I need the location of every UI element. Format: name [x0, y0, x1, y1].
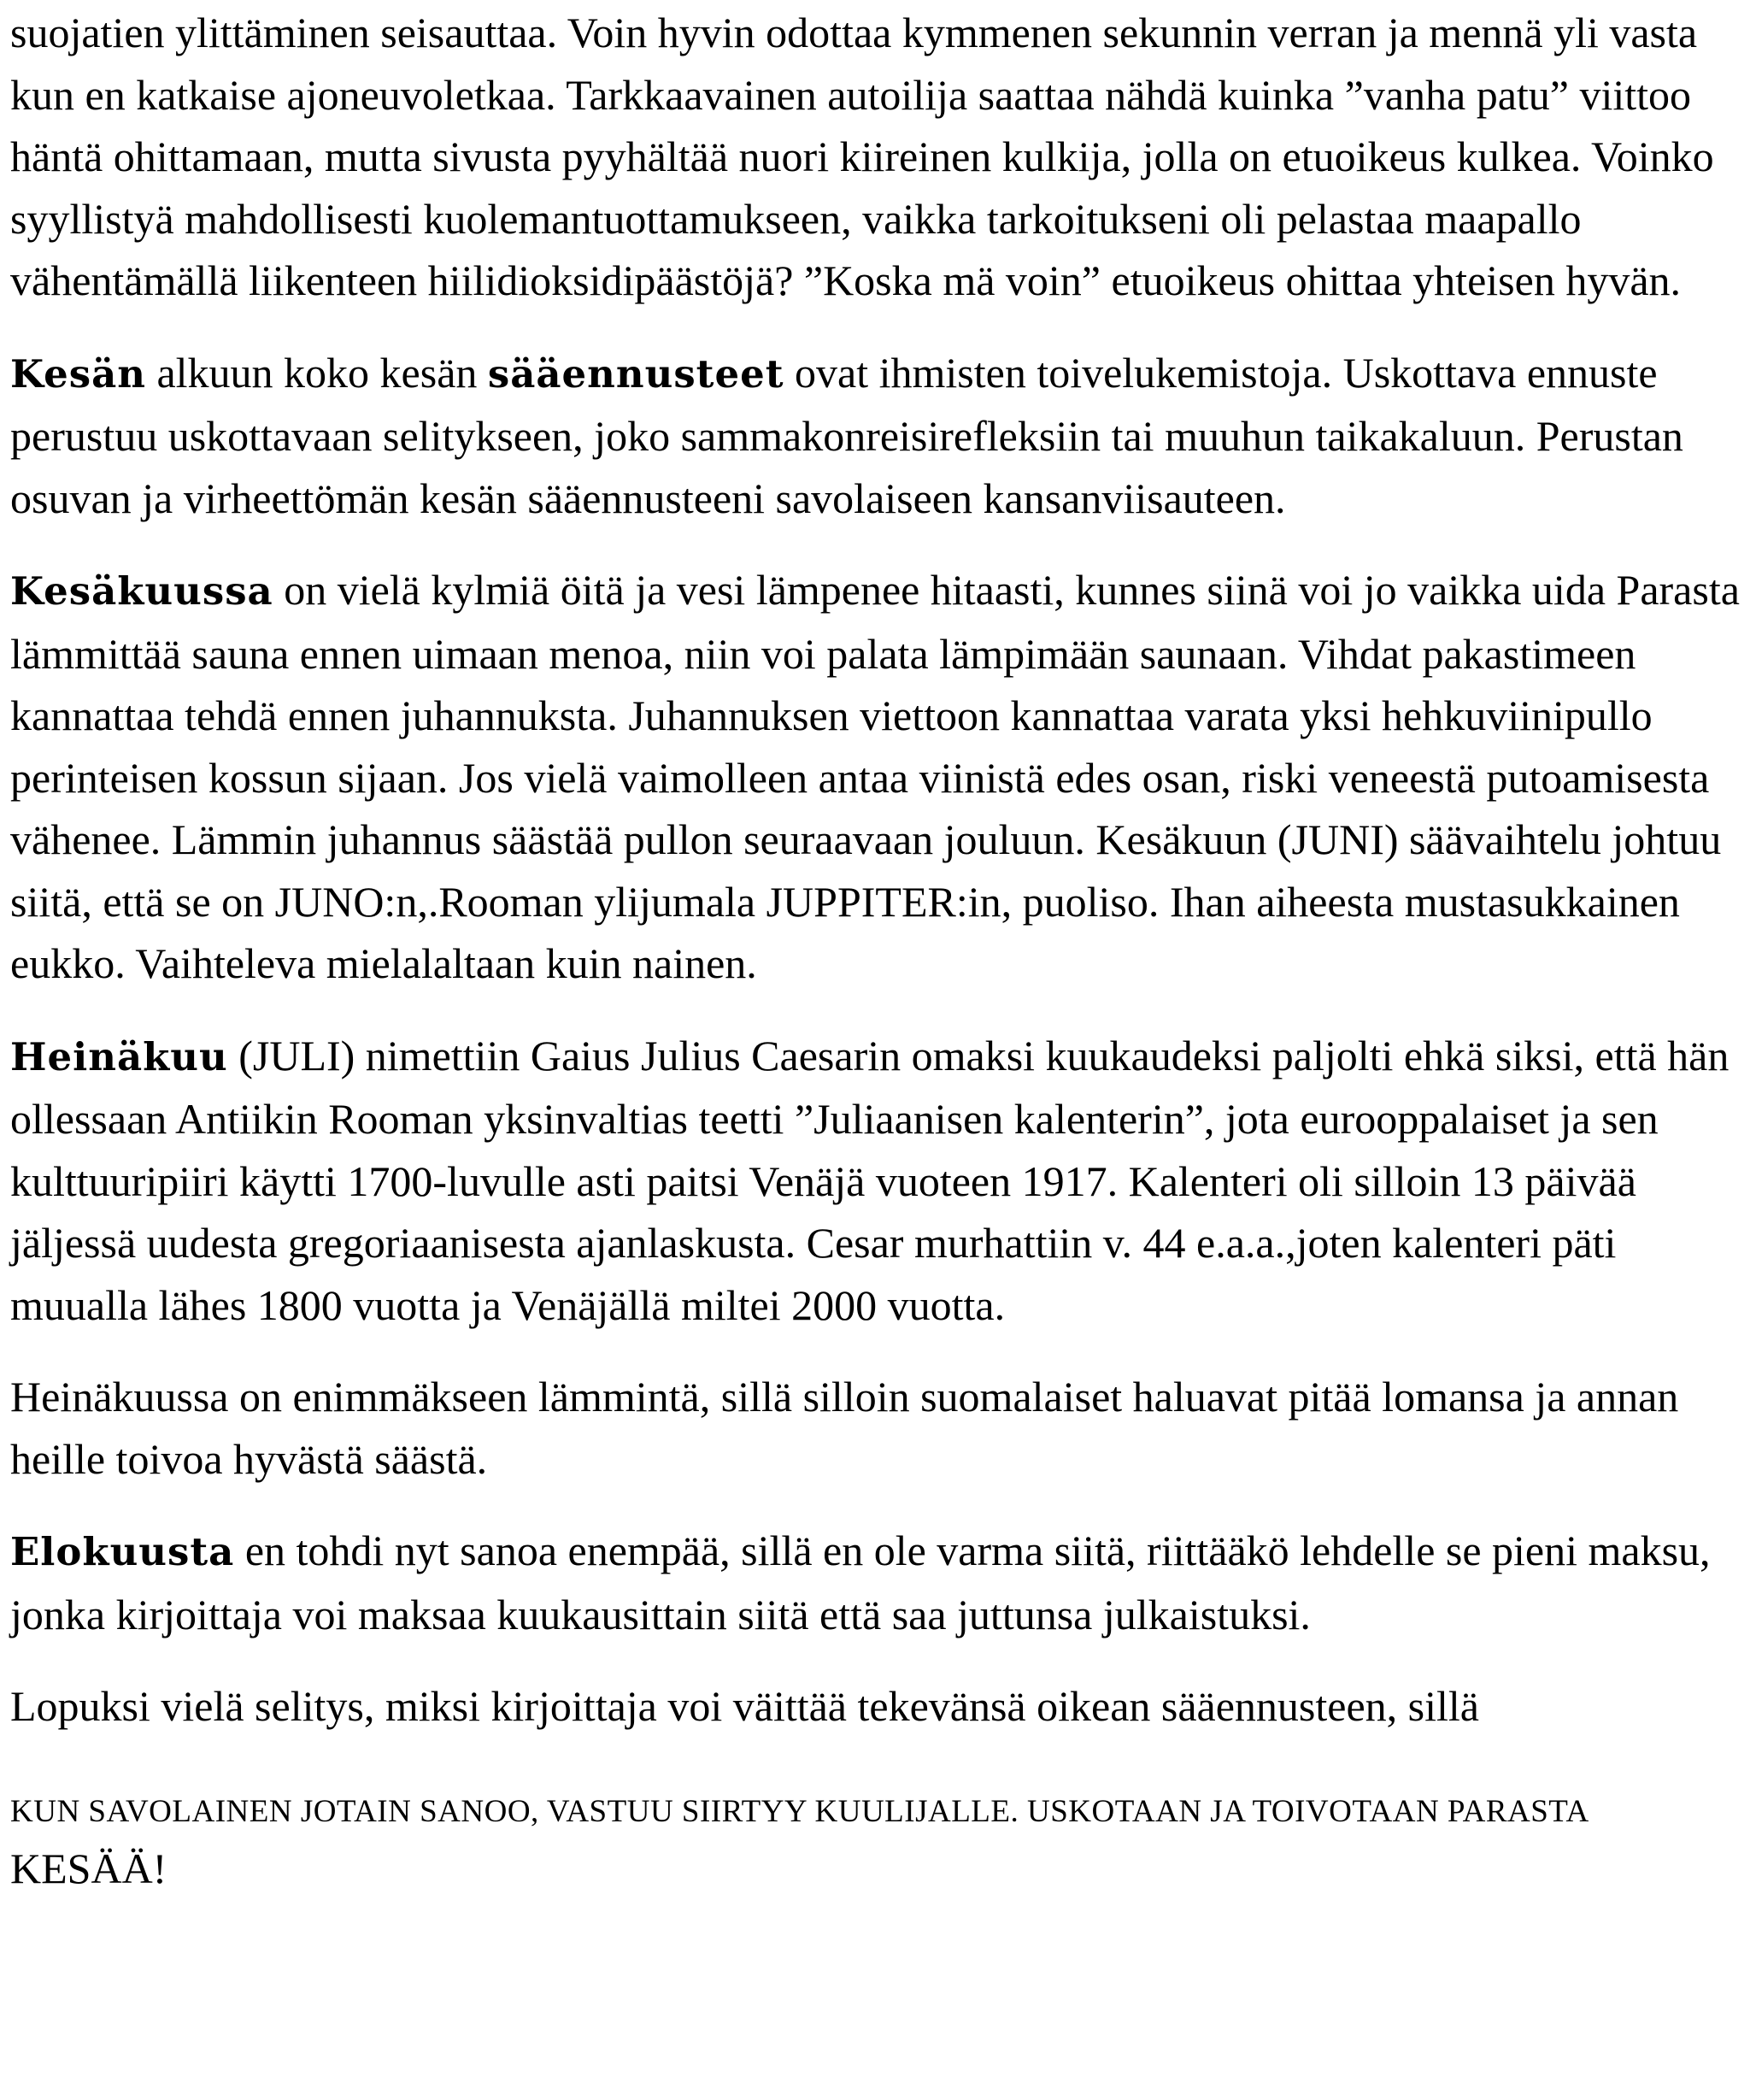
closing-line-1: KUN SAVOLAINEN JOTAIN SANOO, VASTUU SIIRTYY KUULIJALLE. USKOTAAN JA TOIVOTAAN PARASTA	[10, 1793, 1589, 1829]
paragraph-text: on vielä kylmiä öitä ja vesi lämpenee hitaasti, kunnes siinä voi jo vaikka uida Parasta lämmittää sauna ennen uimaan menoa, niin voi palata lämpimään saunaan. Vihdat pakastimeen kannattaa tehdä ennen juhannuksta. Juhannuksen viettoon kannattaa varata yksi hehkuviinipullo perinteisen kossun sijaan. Jos vielä vaimolleen antaa viinistä edes osan, riski veneestä putoamisesta vähenee. Lämmin juhannus säästää pullon seuraavaan jouluun. Kesäkuun (JUNI) säävaihtelu johtuu siitä, että se on JUNO:n,.Rooman ylijumala JUPPITER:in, puoliso. Ihan aiheesta mustasukkainen eukko. Vaihteleva mielalaltaan kuin nainen.	[10, 566, 1740, 987]
paragraph-text: (JULI) nimettiin Gaius Julius Caesarin omaksi kuukaudeksi paljolti ehkä siksi, että hän ollessaan Antiikin Rooman yksinvaltias teetti ”Juliaanisen kalenterin”, jota eurooppalaiset ja sen kulttuuripiiri käytti 1700-luvulle asti paitsi Venäjä vuoteen 1917. Kalenteri oli silloin 13 päivää jäljessä uudesta gregoriaanisesta ajanlaskusta. Cesar murhattiin v. 44 e.a.a.,joten kalenteri päti muualla lähes 1800 vuotta ja Venäjällä miltei 2000 vuotta.	[10, 1031, 1730, 1329]
paragraph-heinakuussa	[10, 1366, 1745, 1490]
heading-word-heinakuu: Heinäkuu	[10, 1033, 228, 1079]
paragraph-heinakuu	[10, 1025, 1745, 1337]
paragraph-text: alkuun koko kesän	[145, 348, 488, 397]
heading-word-elokuusta: Elokuusta	[10, 1529, 235, 1574]
paragraph-text: Lopuksi vielä selitys, miksi kirjoittaja voi väittää tekevänsä oikean sääennusteen, sillä	[10, 1682, 1479, 1730]
closing-line-2: KESÄÄ!	[10, 1844, 167, 1892]
paragraph-text: Heinäkuussa on enimmäkseen lämmintä, sillä silloin suomalaiset haluavat pitää lomansa ja annan heille toivoa hyvästä säästä.	[10, 1373, 1679, 1483]
heading-word-saaennusteet: sääennusteet	[487, 350, 784, 397]
paragraph-kesan	[10, 342, 1745, 530]
paragraph-text: en tohdi nyt sanoa enempää, sillä en ole varma siitä, riittääkö lehdelle se pieni maksu, jonka kirjoittaja voi maksaa kuukausittain siitä että saa juttunsa julkaistuksi.	[10, 1526, 1711, 1638]
paragraph-1	[10, 2, 1745, 312]
paragraph-lopuksi	[10, 1675, 1745, 1738]
heading-word-kesan: Kesän	[10, 350, 146, 397]
paragraph-text: suojatien ylittäminen seisauttaa. Voin hyvin odottaa kymmenen sekunnin verran ja mennä yli vasta kun en katkaise ajoneuvoletkaa. Tarkkaavainen autoilija saattaa nähdä kuinka ”vanha patu” viittoo häntä ohittamaan, mutta sivusta pyyhältää nuori kiireinen kulkija, jolla on etuoikeus kulkea. Voinko syyllistyä mahdollisesti kuolemantuottamukseen, vaikka tarkoitukseni oli pelastaa maapallo vähentämällä liikenteen hiilidioksidipäästöjä? ”Koska mä voin” etuoikeus ohittaa yhteisen hyvän.	[10, 9, 1714, 304]
paragraph-text: ovat ihmisten toivelukemistoja. Uskottava ennuste perustuu uskottavaan selitykseen, joko sammakonreisirefleksiin tai muuhun taikakaluun. Perustan osuvan ja virheettömän kesän sääennusteeni savolaiseen kansanviisauteen.	[10, 348, 1683, 522]
paragraph-elokuusta	[10, 1520, 1745, 1645]
heading-word-kesakuussa: Kesäkuussa	[10, 568, 273, 614]
document-body	[10, 2, 1745, 1897]
paragraph-kesakuussa	[10, 559, 1745, 995]
closing-statement	[10, 1779, 1745, 1897]
